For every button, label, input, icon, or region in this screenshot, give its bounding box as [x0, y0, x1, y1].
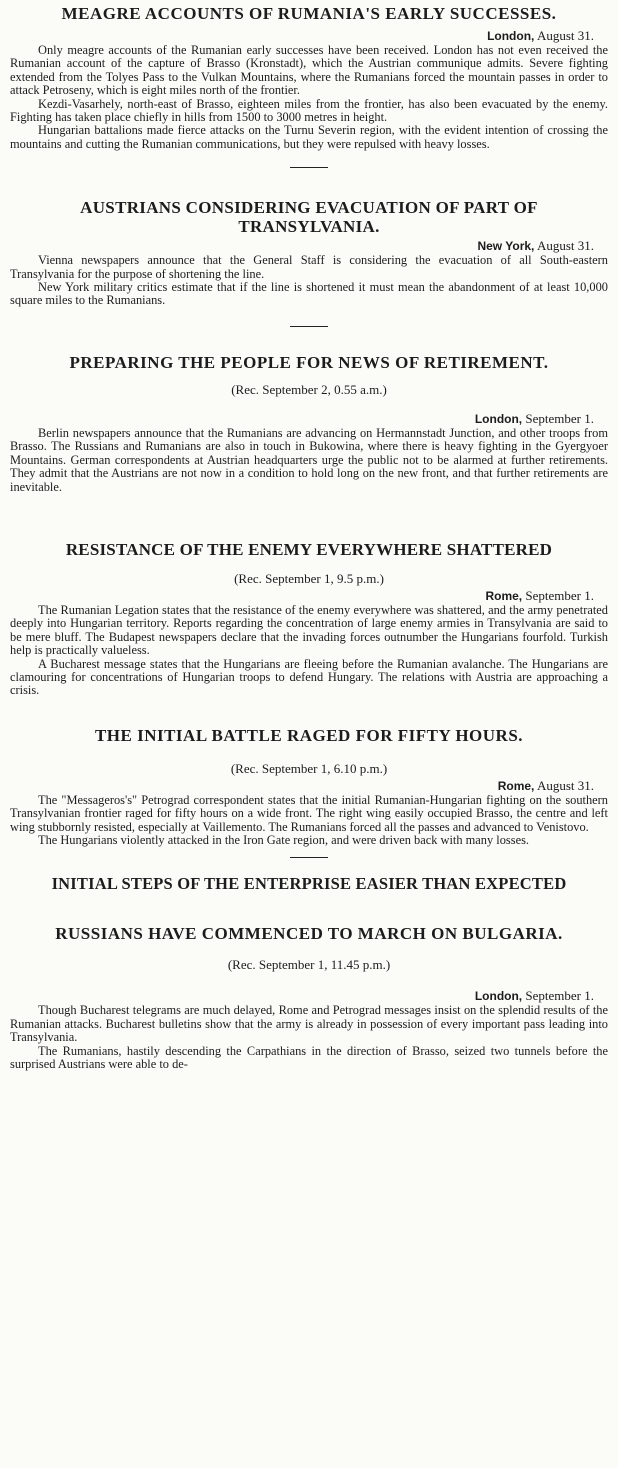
paragraph: A Bucharest message states that the Hungarians are fleeing before the Rumanian avalanche. The Hungarians are clamouring for concentrations of Hungarian troops to defend Hungary. The relations with Austria are approaching a crisis.: [10, 656, 608, 698]
article-resistance-shattered: [10, 540, 608, 698]
section-divider: [290, 857, 328, 858]
article-body: [10, 254, 608, 308]
article-subheadline: RUSSIANS HAVE COMMENCED TO MARCH ON BULGARIA.: [55, 924, 563, 944]
article-body: [10, 794, 608, 848]
received-time: (Rec. September 1, 9.5 p.m.): [234, 570, 384, 586]
paragraph: New York military critics estimate that if the line is shortened it must mean the abandonment of at least 10,000 square miles to the Rumanians.: [10, 280, 608, 308]
received-time: (Rec. September 2, 0.55 a.m.): [231, 381, 387, 397]
received-time: (Rec. September 1, 6.10 p.m.): [230, 760, 388, 776]
dateline-date: August 31.: [536, 777, 594, 793]
article-body: [10, 427, 608, 494]
dateline-city: Rome,: [497, 778, 535, 793]
paragraph: Though Bucharest telegrams are much delayed, Rome and Petrograd messages insist on the splendid results of the Rumanian attacks. Bucharest bulletins show that the army is already in possession of every important pass leading into Transylvania.: [10, 1003, 608, 1045]
article-body: [10, 604, 608, 698]
section-divider: [290, 326, 328, 327]
dateline-city: Rome,: [485, 588, 523, 603]
article-body: [10, 44, 608, 151]
dateline-date: August 31.: [536, 28, 594, 43]
dateline: [10, 988, 594, 1004]
paragraph: The Rumanian Legation states that the resistance of the enemy everywhere was shattered, and the army penetrated deeply into Hungarian territory. Reports regarding the concentration of large enemy armies in Transylvania are said to be mere bluff. The Budapest newspapers declare that the invading forces outnumber the Hungarians fourfold. Turkish help is practically valueless.: [10, 602, 608, 658]
dateline-date: September 1.: [525, 410, 594, 426]
dateline: [10, 411, 594, 427]
dateline-city: London,: [474, 989, 523, 1004]
paragraph: The "Messageros's" Petrograd correspondent states that the initial Rumanian-Hungarian fighting on the southern Transylvanian frontier raged for fifty hours on a wide front. The right wing easily occupied Brasso, the centre and left wing stubbornly resisted, especially at Vaillemento. The Rumanians forced all the passes and advanced to Venistovo.: [10, 792, 608, 834]
article-initial-steps: [10, 874, 608, 1071]
paragraph: The Rumanians, hastily descending the Carpathians in the direction of Brasso, seized two tunnels before the surprised Austrians were able to de-: [10, 1043, 608, 1071]
dateline-city: New York,: [477, 239, 535, 254]
paragraph: Vienna newspapers announce that the General Staff is considering the evacuation of all South-eastern Transylvania for the purpose of shortening the line.: [10, 253, 608, 281]
paragraph: Only meagre accounts of the Rumanian early successes have been received. London has not even received the Rumanian account of the capture of Brasso (Kronstadt), which the Austrian communique admits. Severe fighting extended from the Tolyes Pass to the Vulkan Mountains, where the Rumanians forced the mountain passes in order to attack Petroseny, which is eight miles north of the frontier.: [10, 43, 608, 98]
received-time: (Rec. September 1, 11.45 p.m.): [227, 957, 391, 973]
article-preparing-people: [10, 353, 608, 494]
article-initial-battle: [10, 726, 608, 848]
dateline-city: London,: [474, 411, 523, 426]
article-body: [10, 1004, 608, 1071]
article-meagre-accounts: [10, 0, 608, 151]
paragraph: The Hungarians violently attacked in the Iron Gate region, and were driven back with many losses.: [38, 832, 529, 847]
article-headline: RESISTANCE OF THE ENEMY EVERYWHERE SHATTERED: [65, 539, 553, 559]
dateline: [10, 28, 594, 44]
section-divider: [290, 167, 328, 168]
paragraph: Kezdi-Vasarhely, north-east of Brasso, eighteen miles from the frontier, has also been evacuated by the enemy. Fighting has taken place chiefly in hills from 1500 to 3000 metres in height.: [10, 96, 608, 125]
dateline-date: September 1.: [525, 587, 594, 603]
dateline: [10, 778, 594, 794]
dateline: [10, 588, 594, 604]
article-austrians-evacuation: [10, 198, 608, 308]
article-headline: PREPARING THE PEOPLE FOR NEWS OF RETIREMENT.: [69, 352, 549, 372]
dateline: [10, 238, 594, 254]
paragraph: Berlin newspapers announce that the Rumanians are advancing on Hermannstadt Junction, and other troops from Brasso. The Russians and Rumanians are also in touch in Bukowina, where there is heavy fighting in the Gyergyoer Mountains. German correspondents at Austrian headquarters urge the public not to be alarmed at further retirements. They admit that the Austrians are not now in a condition to hold long on the new front, and that further retirements are inevitable.: [10, 425, 608, 494]
dateline-city: London,: [487, 29, 535, 43]
paragraph: Hungarian battalions made fierce attacks on the Turnu Severin region, with the evident intention of crossing the mountains and cutting the Rumanian communications, but they were repulsed with heavy losses.: [10, 123, 608, 151]
article-headline: INITIAL STEPS OF THE ENTERPRISE EASIER THAN EXPECTED: [51, 874, 567, 894]
dateline-date: September 1.: [525, 988, 594, 1004]
article-headline: AUSTRIANS CONSIDERING EVACUATION OF PART OF TRANSYLVANIA.: [80, 198, 538, 237]
article-headline: THE INITIAL BATTLE RAGED FOR FIFTY HOURS.: [94, 725, 524, 745]
dateline-date: August 31.: [536, 238, 594, 254]
article-headline: MEAGRE ACCOUNTS OF RUMANIA'S EARLY SUCCESSES.: [61, 4, 557, 23]
